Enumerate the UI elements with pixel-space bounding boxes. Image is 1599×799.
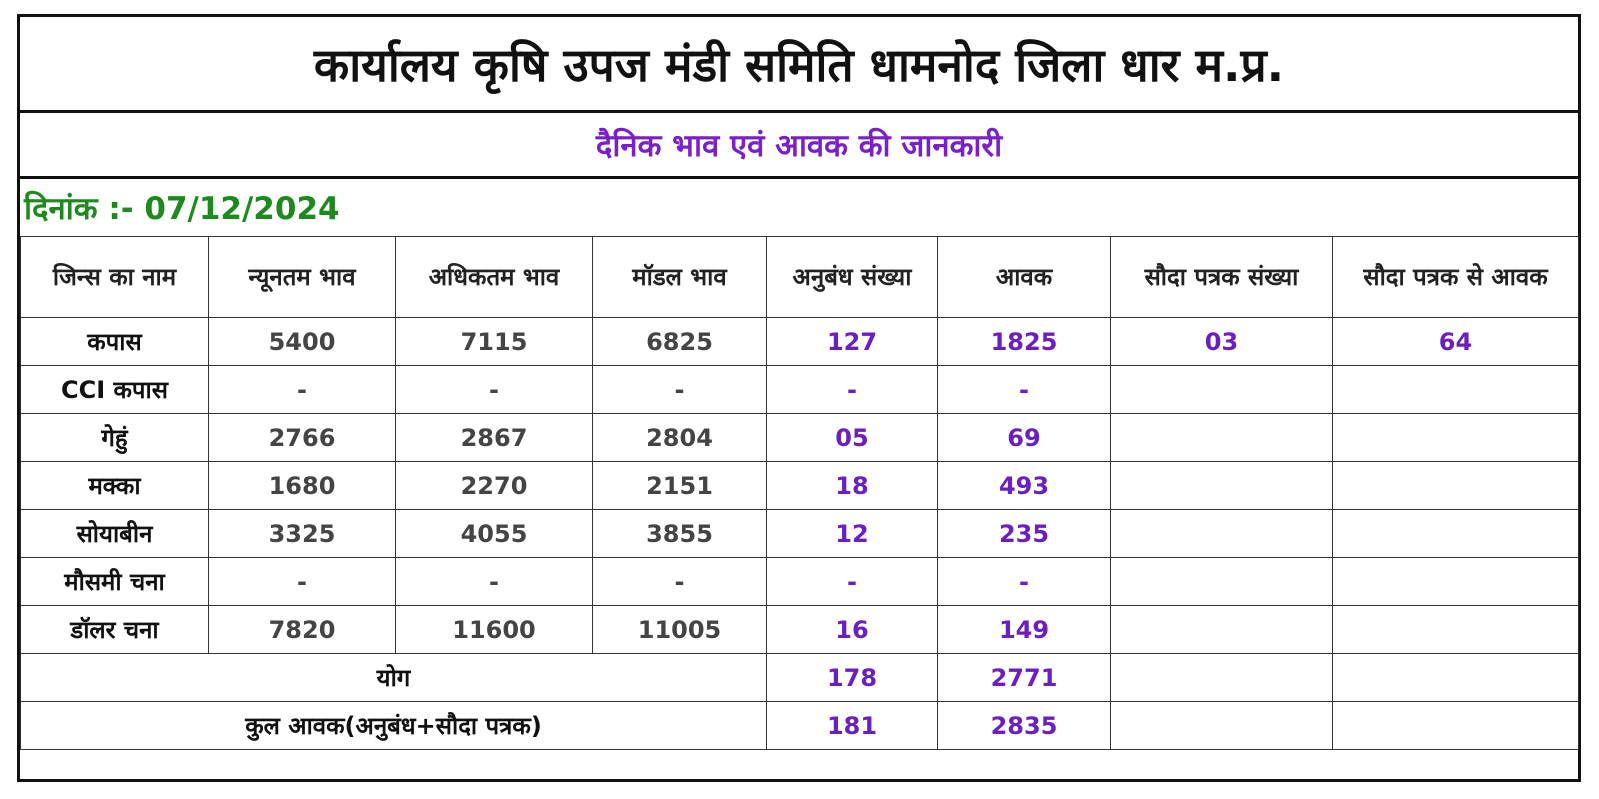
grand-total-deal-arrival xyxy=(1333,702,1579,750)
deal-count xyxy=(1111,558,1333,606)
deal-arrival xyxy=(1333,558,1579,606)
model-price: 2804 xyxy=(593,414,767,462)
deal-arrival xyxy=(1333,414,1579,462)
arrival: - xyxy=(938,558,1111,606)
report-date: दिनांक :- 07/12/2024 xyxy=(24,191,340,227)
model-price: - xyxy=(593,366,767,414)
contract-count: 127 xyxy=(767,318,938,366)
table-row xyxy=(21,462,1579,510)
grand-total-row xyxy=(21,702,1579,750)
total-arrival: 2771 xyxy=(938,654,1111,702)
table-row xyxy=(21,510,1579,558)
min-price: 2766 xyxy=(209,414,396,462)
arrival: 1825 xyxy=(938,318,1111,366)
grand-total-deal-count xyxy=(1111,702,1333,750)
min-price: - xyxy=(209,366,396,414)
rate-report-sheet xyxy=(17,14,1581,782)
table-row xyxy=(21,606,1579,654)
min-price: - xyxy=(209,558,396,606)
model-price: 3855 xyxy=(593,510,767,558)
header-arrival: आवक xyxy=(938,237,1111,318)
commodity-name: कपास xyxy=(21,318,209,366)
header-max-price: अधिकतम भाव xyxy=(396,237,593,318)
rates-table xyxy=(20,236,1579,750)
header-model-price: मॉडल भाव xyxy=(593,237,767,318)
commodity-name: CCI कपास xyxy=(21,366,209,414)
deal-count xyxy=(1111,510,1333,558)
deal-count xyxy=(1111,414,1333,462)
contract-count: - xyxy=(767,558,938,606)
min-price: 3325 xyxy=(209,510,396,558)
total-row xyxy=(21,654,1579,702)
contract-count: 05 xyxy=(767,414,938,462)
deal-arrival xyxy=(1333,606,1579,654)
total-deal-count xyxy=(1111,654,1333,702)
total-label: योग xyxy=(21,654,767,702)
commodity-name: डॉलर चना xyxy=(21,606,209,654)
header-deal-arrival: सौदा पत्रक से आवक xyxy=(1333,237,1579,318)
contract-count: - xyxy=(767,366,938,414)
commodity-name: मक्का xyxy=(21,462,209,510)
min-price: 1680 xyxy=(209,462,396,510)
deal-arrival xyxy=(1333,462,1579,510)
max-price: 2270 xyxy=(396,462,593,510)
contract-count: 18 xyxy=(767,462,938,510)
table-row xyxy=(21,558,1579,606)
max-price: - xyxy=(396,366,593,414)
arrival: 69 xyxy=(938,414,1111,462)
header-deal-count: सौदा पत्रक संख्या xyxy=(1111,237,1333,318)
contract-count: 12 xyxy=(767,510,938,558)
arrival: 149 xyxy=(938,606,1111,654)
table-row xyxy=(21,414,1579,462)
table-header-row xyxy=(21,237,1579,318)
deal-count xyxy=(1111,606,1333,654)
office-title: कार्यालय कृषि उपज मंडी समिति धामनोद जिला धार म.प्र. xyxy=(20,17,1578,113)
arrival: 235 xyxy=(938,510,1111,558)
total-deal-arrival xyxy=(1333,654,1579,702)
model-price: 2151 xyxy=(593,462,767,510)
report-subtitle: दैनिक भाव एवं आवक की जानकारी xyxy=(20,113,1578,179)
max-price: 4055 xyxy=(396,510,593,558)
model-price: 11005 xyxy=(593,606,767,654)
deal-arrival: 64 xyxy=(1333,318,1579,366)
commodity-name: सोयाबीन xyxy=(21,510,209,558)
total-contracts: 178 xyxy=(767,654,938,702)
header-min-price: न्यूनतम भाव xyxy=(209,237,396,318)
model-price: 6825 xyxy=(593,318,767,366)
min-price: 7820 xyxy=(209,606,396,654)
max-price: - xyxy=(396,558,593,606)
deal-count xyxy=(1111,462,1333,510)
deal-arrival xyxy=(1333,510,1579,558)
arrival: 493 xyxy=(938,462,1111,510)
header-commodity: जिन्स का नाम xyxy=(21,237,209,318)
table-row xyxy=(21,366,1579,414)
contract-count: 16 xyxy=(767,606,938,654)
max-price: 11600 xyxy=(396,606,593,654)
arrival: - xyxy=(938,366,1111,414)
commodity-name: मौसमी चना xyxy=(21,558,209,606)
model-price: - xyxy=(593,558,767,606)
deal-arrival xyxy=(1333,366,1579,414)
deal-count xyxy=(1111,366,1333,414)
deal-count: 03 xyxy=(1111,318,1333,366)
grand-total-contracts: 181 xyxy=(767,702,938,750)
max-price: 7115 xyxy=(396,318,593,366)
grand-total-arrival: 2835 xyxy=(938,702,1111,750)
max-price: 2867 xyxy=(396,414,593,462)
commodity-name: गेहुं xyxy=(21,414,209,462)
table-row xyxy=(21,318,1579,366)
header-contract-count: अनुबंध संख्या xyxy=(767,237,938,318)
grand-total-label: कुल आवक(अनुबंध+सौदा पत्रक) xyxy=(21,702,767,750)
min-price: 5400 xyxy=(209,318,396,366)
